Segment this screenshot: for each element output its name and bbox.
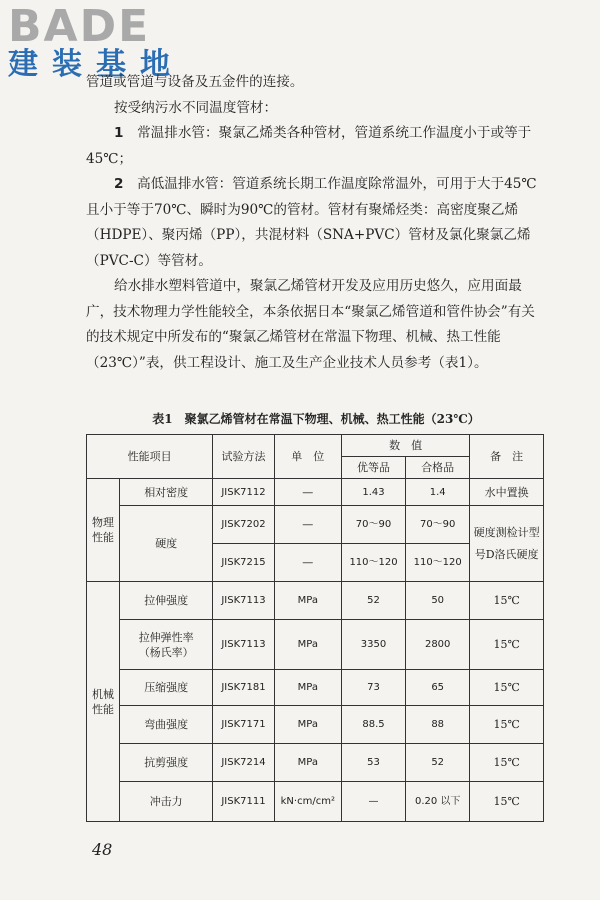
header-item: 性能项目 [87,435,213,479]
cell-excellent: 88.5 [341,706,405,744]
logo-bottom-text: 建装基地 [8,47,184,82]
cell-unit: kN·cm/cm² [274,782,341,822]
cell-excellent: 3350 [341,620,405,670]
properties-table [86,434,544,822]
cell-remark: 水中置换 [470,479,544,506]
page-number: 48 [92,840,113,859]
cell-method: JISK7113 [213,620,274,670]
cell-method: JISK7202 [213,506,274,544]
cell-qualified: 110～120 [406,544,470,582]
cell-name: 抗剪强度 [120,744,213,782]
cell-unit: MPa [274,744,341,782]
cell-remark: 15℃ [470,744,544,782]
cell-remark: 15℃ [470,670,544,706]
table-row [87,506,544,544]
cell-excellent: — [341,782,405,822]
paragraph-4: 给水排水塑料管道中，聚氯乙烯管材开发及应用历史悠久，应用面最广，技术物理力学性能较全，本条依据日本“聚氯乙烯管道和管件协会”有关的技术规定中所发布的“聚氯乙烯管材在常温下物理、机械、热工性能（23℃）”表，供工程设计、施工及生产企业技术人员参考（表1）。 [86,278,535,371]
table-row [87,620,544,670]
paragraph-2-text: 常温排水管：聚氯乙烯类各种管材，管道系统工作温度小于或等于45℃； [86,125,532,167]
cell-excellent: 1.43 [341,479,405,506]
paragraph-1: 按受纳污水不同温度管材： [114,99,278,116]
header-excellent: 优等品 [341,457,405,479]
cell-name: 冲击力 [120,782,213,822]
cell-unit: — [274,479,341,506]
cell-method: JISK7113 [213,582,274,620]
cell-unit: MPa [274,620,341,670]
cell-remark: 15℃ [470,706,544,744]
cell-method: JISK7111 [213,782,274,822]
group-physical: 物理性能 [87,479,120,582]
header-qualified: 合格品 [406,457,470,479]
cell-remark: 15℃ [470,582,544,620]
cell-unit: MPa [274,670,341,706]
cell-method: JISK7171 [213,706,274,744]
table-title: 表1 聚氯乙烯管材在常温下物理、机械、热工性能（23℃） [152,412,480,426]
header-method: 试验方法 [213,435,274,479]
cell-qualified: 2800 [406,620,470,670]
cell-qualified: 65 [406,670,470,706]
table-row [87,582,544,620]
cell-excellent: 53 [341,744,405,782]
cell-qualified: 0.20 以下 [406,782,470,822]
cell-method: JISK7214 [213,744,274,782]
cell-method: JISK7181 [213,670,274,706]
cell-qualified: 70～90 [406,506,470,544]
table-row [87,782,544,822]
header-unit: 单 位 [274,435,341,479]
paragraph-0: 管道或管道与设备及五金件的连接。 [86,74,304,90]
cell-remark: 15℃ [470,782,544,822]
table-row [87,744,544,782]
cell-method: JISK7112 [213,479,274,506]
group-mechanical: 机械性能 [87,582,120,822]
cell-name: 拉伸弹性率（杨氏率） [120,620,213,670]
item-number-1: 1 [114,125,124,141]
cell-unit: MPa [274,582,341,620]
cell-name: 硬度 [120,506,213,582]
cell-excellent: 52 [341,582,405,620]
cell-remark: 15℃ [470,620,544,670]
cell-excellent: 73 [341,670,405,706]
cell-method: JISK7215 [213,544,274,582]
cell-excellent: 110～120 [341,544,405,582]
paragraph-2 [86,121,546,172]
table-row [87,479,544,506]
cell-unit: MPa [274,706,341,744]
cell-qualified: 1.4 [406,479,470,506]
cell-name: 拉伸强度 [120,582,213,620]
paragraph-3-text: 高低温排水管：管道系统长期工作温度除常温外，可用于大于45℃且小于等于70℃、瞬时为90℃的管材。管材有聚烯烃类：高密度聚乙烯（HDPE）、聚丙烯（PP），共混材料（SNA+PVC）管材及氯化聚氯乙烯（PVC-C）等管材。 [86,176,537,269]
header-value: 数 值 [341,435,469,457]
cell-excellent: 70～90 [341,506,405,544]
table-row [87,706,544,744]
paragraph-3 [86,172,546,274]
cell-name: 压缩强度 [120,670,213,706]
header-remark: 备 注 [470,435,544,479]
cell-unit: — [274,544,341,582]
cell-name: 相对密度 [120,479,213,506]
cell-unit: — [274,506,341,544]
cell-qualified: 50 [406,582,470,620]
body-text [86,70,546,376]
cell-name: 弯曲强度 [120,706,213,744]
cell-remark: 硬度测检计型号D洛氏硬度 [470,506,544,582]
item-number-2: 2 [114,176,124,192]
logo-top-text: BADE [8,1,151,52]
cell-qualified: 52 [406,744,470,782]
cell-qualified: 88 [406,706,470,744]
table-row [87,670,544,706]
